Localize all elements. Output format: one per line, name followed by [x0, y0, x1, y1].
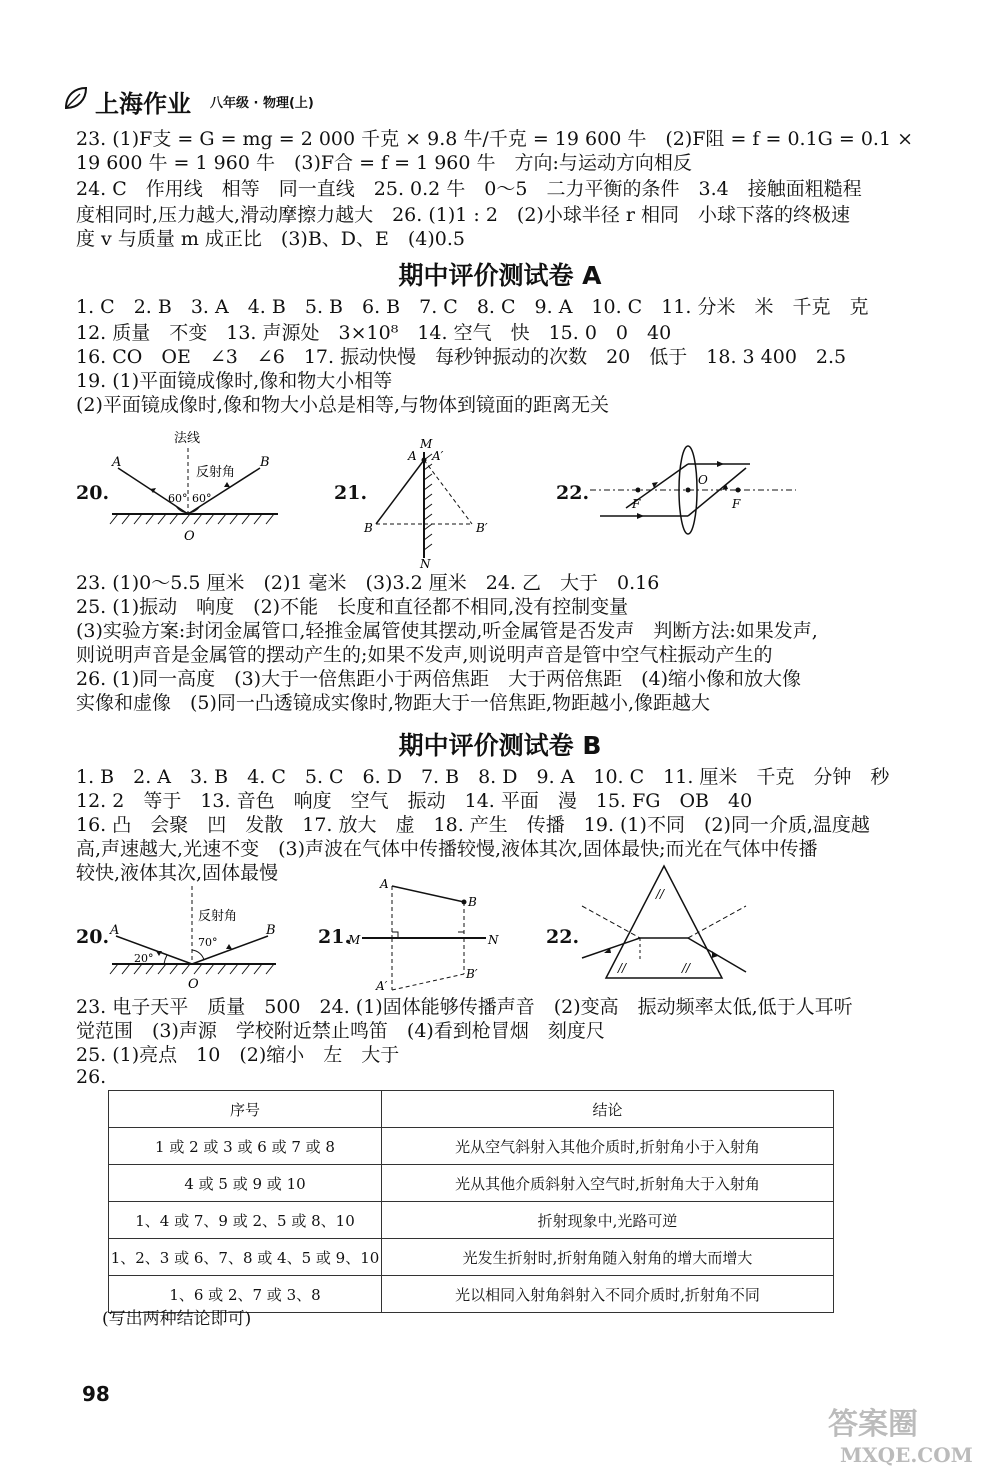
reflection-diagram-a [100, 428, 290, 546]
answer-line: 23. 电子天平 质量 500 24. (1)固体能够传播声音 (2)变高 振动频率太低,低于人耳听 [76, 996, 853, 1018]
answer-line: 高,声速越大,光速不变 (3)声波在气体中传播较慢,液体其次,固体最快;而光在气体中传播 [76, 838, 818, 860]
table-cell: 1、4 或 7、9 或 2、5 或 8、10 [109, 1202, 382, 1239]
figure-label: 20. [76, 482, 110, 504]
answer-line: 23. (1)0～5.5 厘米 (2)1 毫米 (3)3.2 厘米 24. 乙 大于 0.16 [76, 572, 660, 594]
figure-label: 20. [76, 926, 110, 948]
table-note: (写出两种结论即可) [102, 1309, 252, 1329]
watermark-logo [822, 1400, 972, 1470]
table-cell: 光从空气斜射入其他介质时,折射角小于入射角 [382, 1128, 834, 1165]
answer-line: 26. [76, 1066, 107, 1088]
point-a-prime-label: A′ [376, 979, 388, 993]
section-b-title: 期中评价测试卷 B [398, 731, 602, 760]
answer-line: 觉范围 (3)声源 学校附近禁止鸣笛 (4)看到枪冒烟 刻度尺 [76, 1020, 605, 1042]
answer-line: 1. B 2. A 3. B 4. C 5. C 6. D 7. B 8. D 9. A 10. C 11. 厘米 千克 分钟 秒 [76, 766, 890, 788]
reflection-angle-label: 反射角 [198, 909, 238, 924]
answer-line: 16. 凸 会聚 凹 发散 17. 放大 虚 18. 产生 传播 19. (1)不同 (2)同一介质,温度越 [76, 814, 870, 836]
table-cell: 光以相同入射角斜射入不同介质时,折射角不同 [382, 1276, 834, 1313]
table-row [109, 1239, 834, 1276]
point-a-label: A [380, 877, 389, 891]
reflection-diagram-b [104, 880, 284, 992]
answer-line: 25. (1)亮点 10 (2)缩小 左 大于 [76, 1044, 400, 1066]
table-cell: 4 或 5 或 9 或 10 [109, 1165, 382, 1202]
answer-line: 12. 2 等于 13. 音色 响度 空气 振动 14. 平面 漫 15. FG OB 40 [76, 790, 753, 812]
answer-line: 19 600 牛 = 1 960 牛 (3)F合 = f = 1 960 牛 方向:与运动方向相反 [76, 152, 692, 174]
answer-line: 则说明声音是金属管的摆动产生的;如果不发声,则说明声音是管中空气柱振动产生的 [76, 644, 773, 666]
table-cell: 折射现象中,光路可逆 [382, 1202, 834, 1239]
answer-line: 19. (1)平面镜成像时,像和物大小相等 [76, 370, 393, 392]
point-b-prime-label: B′ [476, 521, 488, 535]
answer-line: 1. C 2. B 3. A 4. B 5. B 6. B 7. C 8. C 9. A 10. C 11. 分米 米 千克 克 [76, 296, 869, 318]
point-b-label: B [468, 895, 477, 909]
point-a-label: A [110, 923, 120, 938]
answer-line: 23. (1)F支 = G = mg = 2 000 千克 × 9.8 牛/千克 = 19 600 牛 (2)F阻 = f = 0.1G = 0.1 × [76, 128, 914, 150]
svg-text:MXQE.COM: MXQE.COM [840, 1443, 973, 1467]
answer-line: (2)平面镜成像时,像和物大小总是相等,与物体到镜面的距离无关 [76, 394, 609, 416]
table-cell: 1 或 2 或 3 或 6 或 7 或 8 [109, 1128, 382, 1165]
answer-line: 实像和虚像 (5)同一凸透镜成实像时,物距大于一倍焦距,物距越小,像距越大 [76, 692, 711, 714]
point-n-label: N [420, 557, 431, 571]
point-b-label: B [266, 923, 276, 938]
answer-line: 度 v 与质量 m 成正比 (3)B、D、E (4)0.5 [76, 228, 466, 250]
table-cell: 光发生折射时,折射角随入射角的增大而增大 [382, 1239, 834, 1276]
normal-label: 法线 [174, 431, 201, 446]
convex-lens-diagram-a [586, 442, 800, 542]
prism-diagram-b [578, 862, 750, 988]
answer-line: 12. 质量 不变 13. 声源处 3×10⁸ 14. 空气 快 15. 0 0 40 [76, 322, 672, 344]
table-row [109, 1128, 834, 1165]
point-m-label: M [348, 933, 361, 947]
section-a-title: 期中评价测试卷 A [398, 261, 602, 290]
angle-label: 70° [198, 936, 218, 949]
figure-label: 22. [556, 482, 590, 504]
table-cell: 光从其他介质斜射入空气时,折射角大于入射角 [382, 1165, 834, 1202]
figure-label: 22. [546, 926, 580, 948]
point-n-label: N [488, 933, 499, 947]
focus-label: F [632, 497, 641, 511]
point-a-label: A [408, 449, 417, 463]
point-o-label: O [698, 473, 708, 487]
figure-label: 21. [318, 926, 352, 948]
page-number: 98 [82, 1382, 110, 1406]
figure-label: 21. [334, 482, 368, 504]
plane-mirror-diagram-b [346, 877, 499, 996]
point-o-label: O [188, 977, 199, 992]
table-header: 结论 [382, 1091, 834, 1128]
table-row [109, 1165, 834, 1202]
point-m-label: M [420, 437, 433, 451]
answer-line: 度相同时,压力越大,滑动摩擦力越大 26. (1)1 : 2 (2)小球半径 r 相同 小球下落的终极速 [76, 204, 850, 226]
point-b-prime-label: B′ [466, 967, 478, 981]
leaf-logo-icon [62, 84, 90, 112]
svg-text://: // [656, 887, 665, 901]
point-a-label: A [112, 455, 122, 470]
table-cell: 1、6 或 2、7 或 3、8 [109, 1276, 382, 1313]
table-header: 序号 [109, 1091, 382, 1128]
angle-label: 20° [134, 952, 154, 965]
header-subtitle: 八年级 · 物理(上) [210, 96, 314, 111]
angle-label: 60° [192, 492, 212, 505]
plane-mirror-diagram-a [362, 437, 502, 571]
point-a-prime-label: A′ [432, 449, 444, 463]
svg-text://: // [682, 961, 691, 975]
point-b-label: B [364, 521, 373, 535]
svg-text://: // [618, 961, 627, 975]
answer-line: 25. (1)振动 响度 (2)不能 长度和直径都不相同,没有控制变量 [76, 596, 629, 618]
answer-line: 16. CO OE ∠3 ∠6 17. 振动快慢 每秒钟振动的次数 20 低于 18. 3 400 2.5 [76, 346, 847, 368]
answer-line: 较快,液体其次,固体最慢 [76, 862, 279, 884]
answer-line: 24. C 作用线 相等 同一直线 25. 0.2 牛 0～5 二力平衡的条件 3.4 接触面粗糙程 [76, 178, 862, 200]
header-brand: 上海作业 [95, 90, 191, 118]
answer-line: 26. (1)同一高度 (3)大于一倍焦距小于两倍焦距 大于两倍焦距 (4)缩小像和放大像 [76, 668, 801, 690]
conclusion-table [108, 1090, 834, 1313]
focus-label: F [732, 497, 741, 511]
answer-line: (3)实验方案:封闭金属管口,轻推金属管使其摆动,听金属管是否发声 判断方法:如果发声, [76, 620, 818, 642]
point-o-label: O [184, 529, 195, 544]
table-cell: 1、2、3 或 6、7、8 或 4、5 或 9、10 [109, 1239, 382, 1276]
point-b-label: B [260, 455, 270, 470]
table-row [109, 1202, 834, 1239]
svg-text:答案圈: 答案圈 [828, 1407, 918, 1442]
angle-label: 60° [168, 492, 188, 505]
reflection-angle-label: 反射角 [196, 465, 236, 480]
